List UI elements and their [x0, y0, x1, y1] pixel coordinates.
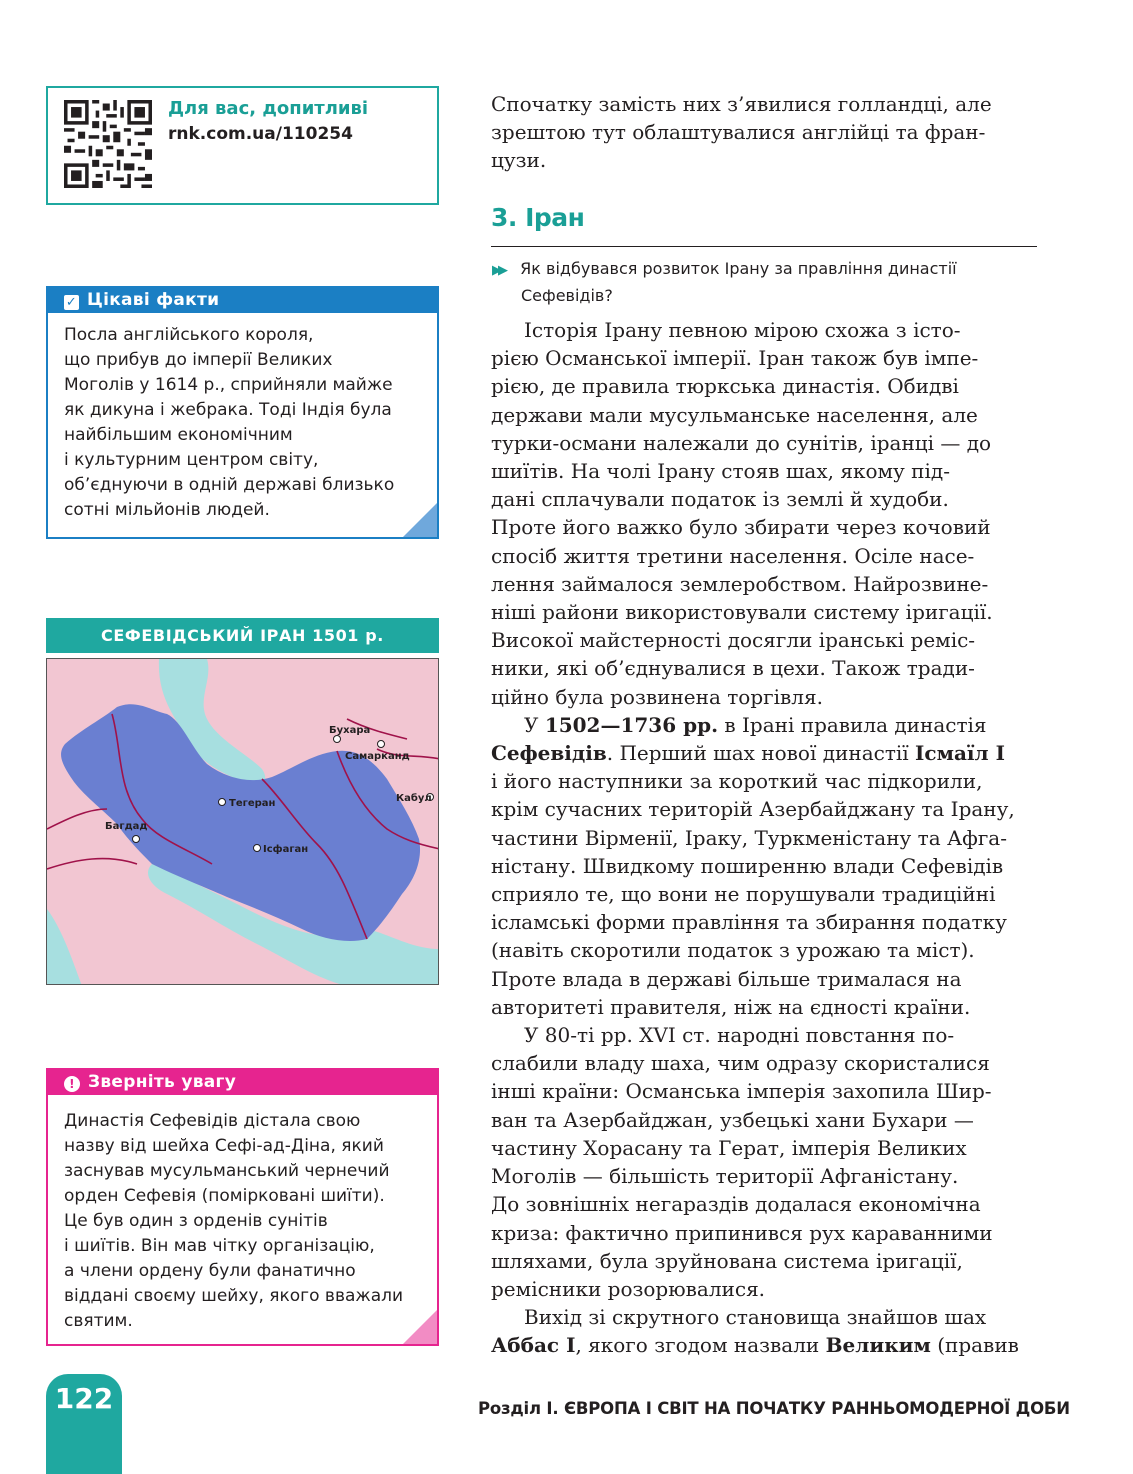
double-arrow-icon: ▶▶ [492, 263, 504, 278]
attention-line: заснував мусульманський чернечий [64, 1161, 390, 1181]
text-line: держави мали мусульманське населення, але [491, 402, 978, 427]
text-line: турки-османи належали до сунітів, іранці — до [491, 430, 992, 455]
main-text [491, 316, 1043, 1360]
question-line: Як відбувався розвиток Ірану за правління династії [520, 259, 957, 278]
text-line: цузи. [491, 148, 547, 173]
text-line: шиїтів. На чолі Ірану стояв шах, якому під- [491, 459, 950, 484]
question-line: Сефевідів? [521, 286, 613, 305]
facts-line: Моголів у 1614 р., сприйняли майже [64, 375, 393, 395]
attention-line: віддані своєму шейху, якого вважали [64, 1286, 404, 1306]
text-line: ремісники розорювалися. [491, 1276, 766, 1301]
text-line: зрештою тут облаштувалися англійці та фран- [491, 120, 986, 145]
facts-line: найбільшим економічним [64, 425, 293, 445]
text-line: ністану. Швидкому поширенню влади Сефевідів [491, 853, 1004, 878]
text-line: Проте влада в державі більше трималася на [491, 966, 962, 991]
intro-paragraph [491, 90, 1043, 175]
text-line [491, 1331, 1043, 1359]
paragraph [491, 1021, 1043, 1303]
bold-term: Великим [825, 1333, 931, 1358]
text-line: Історія Ірану певною мірою схожа з істо- [524, 318, 961, 342]
facts-header-label: Цікаві факти [87, 290, 220, 310]
text-line: У 80-ті рр. XVI ст. народні повстання по- [524, 1023, 955, 1048]
corner-decoration [403, 503, 437, 537]
text-line: шляхами, була зруйнована система іригації, [491, 1248, 963, 1273]
bold-term: Ісмаїл I [915, 741, 1005, 766]
text-line: Проте його важко було збирати через кочовий [491, 515, 991, 540]
text-line [491, 739, 1043, 767]
text-line: Високої майстерності досягли іранські реміс- [491, 628, 976, 653]
city-label-tehran: Тегеран [229, 798, 276, 809]
text-span: (правив [930, 1333, 1019, 1358]
text-line: крім сучасних територій Азербайджану та Ірану, [491, 797, 1015, 822]
interesting-facts-box [46, 286, 439, 539]
text-line: і його наступники за короткий час підкорили, [491, 769, 983, 794]
text-line: Вихід зі скрутного становища знайшов шах [524, 1305, 987, 1330]
map-graphic [47, 659, 439, 985]
text-line: сприяло те, що вони не порушували традиційні [491, 882, 996, 907]
section-divider [491, 246, 1037, 247]
attention-header-label: Зверніть увагу [88, 1072, 237, 1092]
text-line: дані сплачували податок із землі й худоби. [491, 487, 949, 512]
text-span: , якого згодом назвали [575, 1333, 826, 1358]
text-line: лення займалося землеробством. Найрозвине- [491, 571, 989, 596]
text-line: ніші райони використовували систему іригації. [491, 600, 993, 625]
guiding-question [492, 256, 1037, 308]
text-line: До зовнішніх негараздів додалася економічна [491, 1192, 981, 1217]
attention-text [48, 1095, 437, 1334]
text-line: авторитеті правителя, ніж на єдності країни. [491, 994, 971, 1019]
facts-text [48, 313, 437, 523]
text-span: У [524, 712, 545, 737]
paragraph [491, 1303, 1043, 1359]
safavid-iran-map [46, 658, 439, 985]
city-label-baghdad: Багдад [105, 821, 148, 832]
bold-dates: 1502—1736 рр. [544, 712, 719, 737]
running-footer: Розділ I. ЄВРОПА І СВІТ НА ПОЧАТКУ РАННЬОМОДЕРНОЇ ДОБИ [478, 1399, 1070, 1418]
text-line: Спочатку замість них з’явилися голландці, але [491, 92, 992, 116]
page-number: 122 [54, 1382, 114, 1415]
section-title: 3. Іран [491, 203, 585, 232]
bold-term: Сефевідів [491, 741, 607, 766]
text-line: частину Хорасану та Герат, імперія Великих [491, 1135, 967, 1160]
qr-link[interactable]: rnk.com.ua/110254 [168, 124, 353, 144]
text-line: частини Вірменії, Іраку, Туркменістану та Афга- [491, 825, 1007, 850]
attention-box [46, 1068, 439, 1346]
qr-info-box [46, 86, 439, 205]
facts-header [48, 288, 437, 313]
checkbox-icon: ✓ [65, 295, 78, 310]
map-title: СЕФЕВІДСЬКИЙ ІРАН 1501 р. [46, 618, 439, 653]
text-line [491, 711, 1043, 739]
text-line: Моголів — більшість території Афганістану. [491, 1164, 959, 1189]
attention-header [48, 1070, 437, 1095]
attention-line: святим. [64, 1311, 133, 1331]
text-line: (навіть скоротили податок з урожаю та міст). [491, 938, 975, 963]
city-label-samarkand: Самарканд [345, 751, 410, 762]
text-span: . Перший шах нової династії [606, 741, 916, 766]
corner-decoration [403, 1310, 437, 1344]
page-number-tab [46, 1374, 122, 1474]
paragraph [491, 711, 1043, 1021]
text-span: в Ірані правила династія [718, 712, 987, 737]
attention-line: і шиїтів. Він мав чітку організацію, [64, 1236, 375, 1256]
attention-line: назву від шейха Сефі-ад-Діна, який [64, 1136, 384, 1156]
facts-line: сотні мільйонів людей. [64, 500, 270, 520]
attention-line: а члени ордену були фанатично [64, 1261, 356, 1281]
city-label-bukhara: Бухара [329, 725, 371, 736]
paragraph [491, 316, 1043, 711]
text-line: спосіб життя третини населення. Осіле насе- [491, 543, 975, 568]
qr-code-icon[interactable] [64, 100, 152, 188]
text-line: ван та Азербайджан, узбецькі хани Бухари — [491, 1107, 974, 1132]
text-line: рією Османської імперії. Іран також був імпе- [491, 346, 979, 371]
text-line: ники, які об’єднувалися в цехи. Також тради- [491, 656, 975, 681]
text-line: рією, де правила тюркська династія. Обидві [491, 374, 959, 399]
text-line: слабили владу шаха, чим одразу скористалися [491, 1051, 990, 1076]
city-label-kabul: Кабул [396, 793, 432, 804]
facts-line: об’єднуючи в одній державі близько [64, 475, 395, 495]
attention-line: Це був один з орденів сунітів [64, 1211, 328, 1231]
text-line: ісламські форми правління та збирання податку [491, 910, 1007, 935]
exclamation-icon: ! [64, 1076, 80, 1092]
attention-line: Династія Сефевідів дістала свою [64, 1111, 361, 1131]
text-line: криза: фактично припинився рух караванними [491, 1220, 993, 1245]
text-line: інші країни: Османська імперія захопила Шир- [491, 1079, 992, 1104]
facts-line: що прибув до імперії Великих [64, 350, 333, 370]
city-label-isfahan: Ісфаган [263, 844, 309, 855]
facts-line: як дикуна і жебрака. Тоді Індія була [64, 400, 392, 420]
attention-line: орден Сефевія (помірковані шиїти). [64, 1186, 385, 1206]
facts-line: і культурним центром світу, [64, 450, 319, 470]
facts-line: Посла англійського короля, [64, 325, 314, 345]
text-line: ційно була розвинена торгівля. [491, 684, 823, 709]
bold-term: Аббас I [491, 1333, 576, 1358]
qr-title: Для вас, допитливі [168, 98, 369, 119]
